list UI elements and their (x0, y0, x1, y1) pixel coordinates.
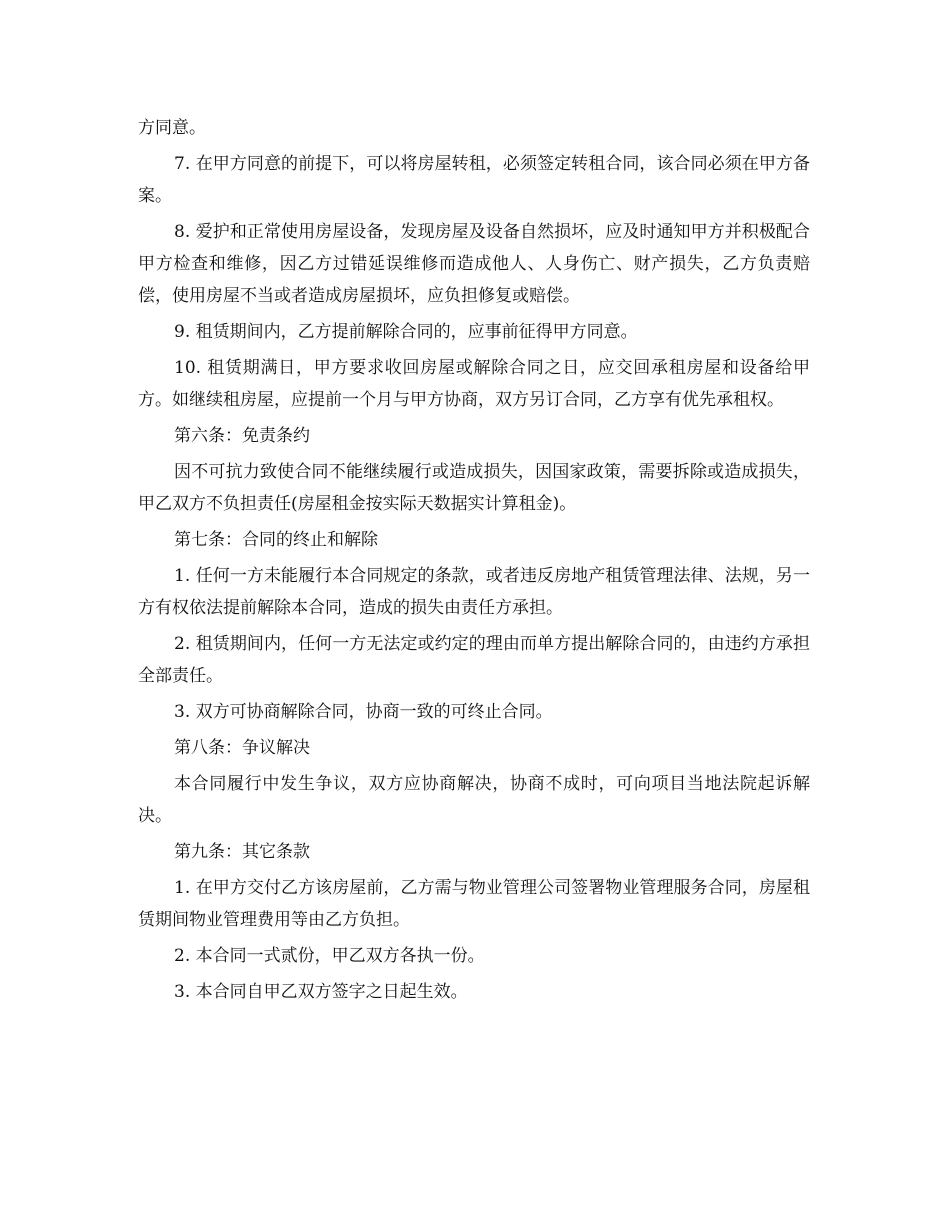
article-7-clause-2: 2. 租赁期间内，任何一方无法定或约定的理由而单方提出解除合同的，由违约方承担全部责任。 (138, 634, 810, 686)
article-6-body: 因不可抗力致使合同不能继续履行或造成损失，因国家政策，需要拆除或造成损失，甲乙双方不负担责任(房屋租金按实际天数据实计算租金)。 (138, 462, 810, 514)
article-7-heading: 第七条：合同的终止和解除 (174, 530, 378, 550)
clause-7: 7. 在甲方同意的前提下，可以将房屋转租，必须签定转租合同，该合同必须在甲方备案。 (138, 154, 810, 206)
clause-8: 8. 爱护和正常使用房屋设备，发现房屋及设备自然损坏，应及时通知甲方并积极配合甲方检查和维修，因乙方过错延误维修而造成他人、人身伤亡、财产损失，乙方负责赔偿，使用房屋不当或者造成房屋损坏，应负担修复或赔偿。 (138, 222, 810, 306)
article-9-clause-2: 2. 本合同一式贰份，甲乙双方各执一份。 (174, 946, 485, 966)
article-9-clause-1: 1. 在甲方交付乙方该房屋前，乙方需与物业管理公司签署物业管理服务合同，房屋租赁期间物业管理费用等由乙方负担。 (138, 878, 810, 930)
article-8-body: 本合同履行中发生争议，双方应协商解决，协商不成时，可向项目当地法院起诉解决。 (138, 774, 810, 826)
article-9-clause-3: 3. 本合同自甲乙双方签字之日起生效。 (174, 982, 468, 1002)
paragraph-continuation: 方同意。 (138, 118, 206, 138)
article-7-clause-1: 1. 任何一方未能履行本合同规定的条款，或者违反房地产租赁管理法律、法规，另一方有权依法提前解除本合同，造成的损失由责任方承担。 (138, 566, 810, 618)
article-6-heading: 第六条：免责条约 (174, 426, 310, 446)
article-8-heading: 第八条：争议解决 (174, 738, 310, 758)
clause-9: 9. 租赁期间内，乙方提前解除合同的，应事前征得甲方同意。 (174, 322, 638, 342)
clause-10: 10. 租赁期满日，甲方要求收回房屋或解除合同之日，应交回承租房屋和设备给甲方。如继续租房屋，应提前一个月与甲方协商，双方另订合同，乙方享有优先承租权。 (138, 358, 810, 410)
article-7-clause-3: 3. 双方可协商解除合同，协商一致的可终止合同。 (174, 702, 553, 722)
article-9-heading: 第九条：其它条款 (174, 842, 310, 862)
